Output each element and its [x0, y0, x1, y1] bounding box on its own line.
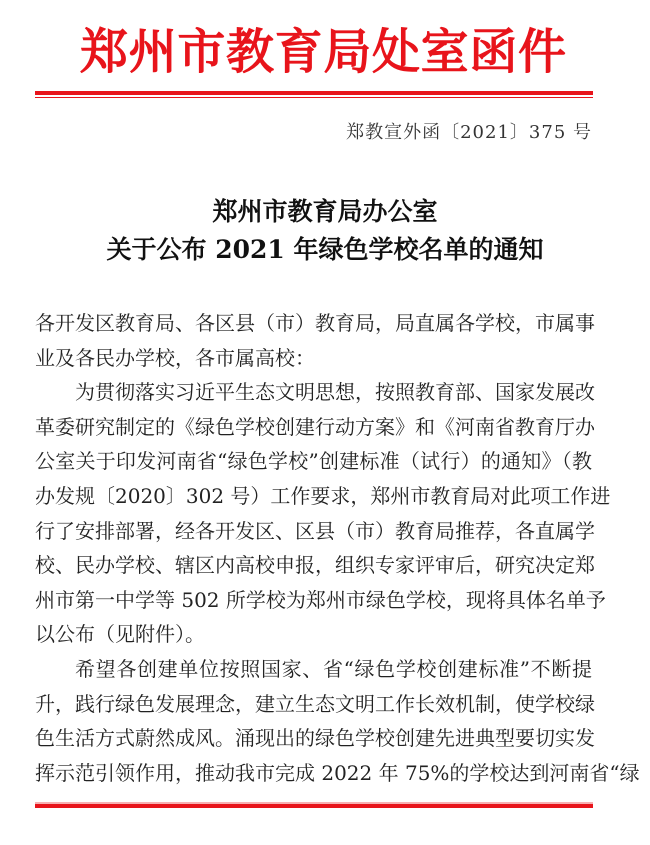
body-line: 公室关于印发河南省“绿色学校”创建标准（试行）的通知》（教	[35, 449, 592, 474]
footer-rule	[35, 804, 593, 808]
body-line: 校、民办学校、辖区内高校申报，组织专家评审后，研究决定郑	[35, 553, 595, 578]
document-body	[35, 306, 640, 790]
body-line: 升，践行绿色发展理念，建立生态文明工作长效机制，使学校绿	[35, 691, 595, 716]
body-line: 各开发区教育局、各区县（市）教育局，局直属各学校，市属事	[35, 311, 595, 335]
body-line: 业及各民办学校，各市属高校：	[35, 345, 315, 370]
body-line: 办发规〔2020〕302 号）工作要求，郑州市教育局对此项工作进	[35, 483, 611, 508]
body-line: 希望各创建单位按照国家、省“绿色学校创建标准”不断提	[75, 656, 592, 681]
document-title-line-1: 郑州市教育局办公室	[212, 197, 438, 226]
body-line: 革委研究制定的《绿色学校创建行动方案》和《河南省教育厅办	[35, 414, 595, 439]
masthead-title: 郑州市教育局处室函件	[80, 24, 566, 80]
body-line: 挥示范引领作用，推动我市完成 2022 年 75%的学校达到河南省“绿	[35, 760, 640, 785]
body-line: 行了安排部署，经各开发区、区县（市）教育局推荐，各直属学	[35, 518, 595, 543]
masthead-rule-thick	[35, 91, 593, 95]
body-line: 色生活方式蔚然成风。涌现出的绿色学校创建先进典型要切实发	[35, 726, 595, 751]
document-title-line-2: 关于公布 2021 年绿色学校名单的通知	[106, 235, 544, 264]
body-line: 以公布（见附件）。	[35, 622, 205, 647]
masthead-rule-thin	[35, 97, 593, 98]
body-line: 州市第一中学等 502 所学校为郑州市绿色学校，现将具体名单予	[35, 587, 606, 612]
body-line: 为贯彻落实习近平生态文明思想，按照教育部、国家发展改	[75, 380, 595, 405]
document-number: 郑教宣外函〔2021〕375 号	[346, 122, 592, 143]
